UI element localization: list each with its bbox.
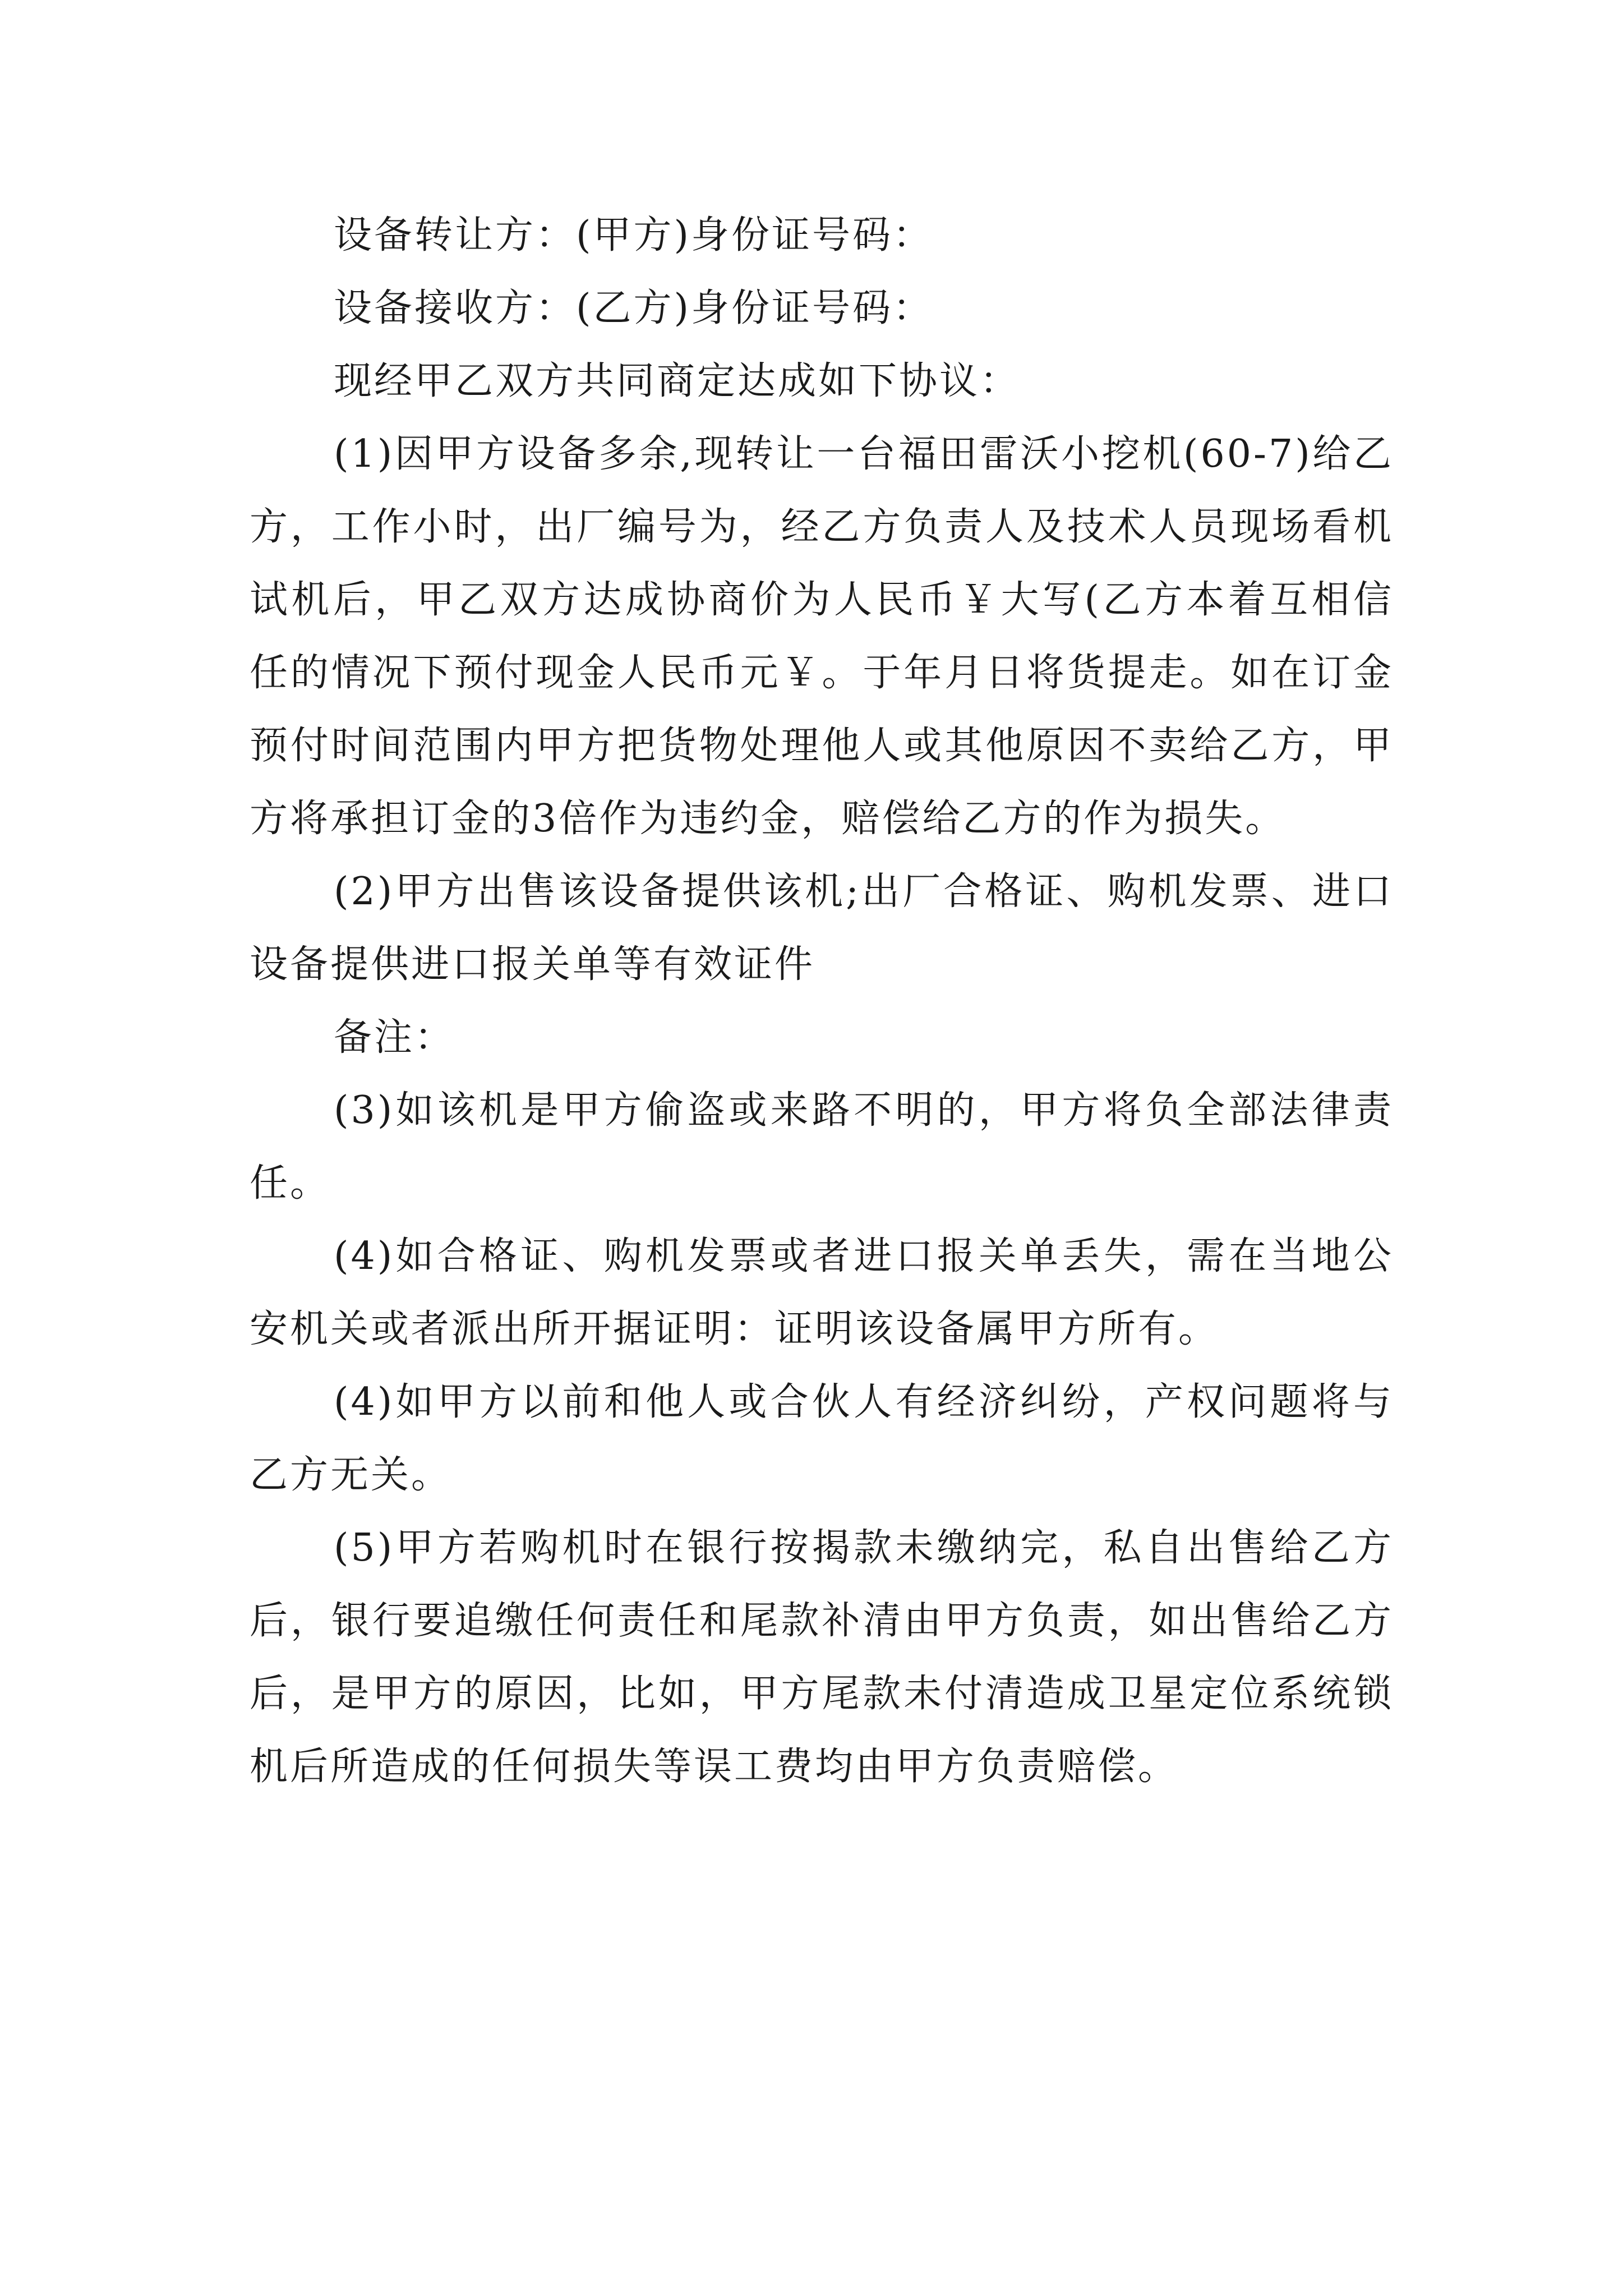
paragraph-clause-4a: (4)如合格证、购机发票或者进口报关单丢失，需在当地公安机关或者派出所开据证明：证明该设备属甲方所有。	[250, 1234, 1394, 1351]
document-body	[250, 199, 1394, 1803]
paragraph-agreement-intro: 现经甲乙双方共同商定达成如下协议：	[334, 359, 1021, 403]
paragraph-receiver: 设备接收方：(乙方)身份证号码：	[334, 286, 934, 330]
paragraph-clause-5: (5)甲方若购机时在银行按揭款未缴纳完，私自出售给乙方后，银行要追缴任何责任和尾款补清由甲方负责，如出售给乙方后，是甲方的原因，比如，甲方尾款未付清造成卫星定位系统锁机后所造成的任何损失等误工费均由甲方负责赔偿。	[250, 1526, 1394, 1789]
paragraph-clause-2: (2)甲方出售该设备提供该机;出厂合格证、购机发票、进口设备提供进口报关单等有效证件	[250, 869, 1394, 987]
paragraph-remarks-heading: 备注：	[334, 1015, 455, 1060]
paragraph-transferor: 设备转让方：(甲方)身份证号码：	[334, 213, 934, 257]
paragraph-clause-1: (1)因甲方设备多余,现转让一台福田雷沃小挖机(60-7)给乙方，工作小时，出厂编号为，经乙方负责人及技术人员现场看机试机后，甲乙双方达成协商价为人民币￥大写(乙方本着互相信任的情况下预付现金人民币元￥。于年月日将货提走。如在订金预付时间范围内甲方把货物处理他人或其他原因不卖给乙方，甲方将承担订金的3倍作为违约金，赔偿给乙方的作为损失。	[250, 432, 1394, 841]
paragraph-clause-3: (3)如该机是甲方偷盗或来路不明的，甲方将负全部法律责任。	[250, 1088, 1394, 1205]
paragraph-clause-4b: (4)如甲方以前和他人或合伙人有经济纠纷，产权问题将与乙方无关。	[250, 1380, 1394, 1497]
